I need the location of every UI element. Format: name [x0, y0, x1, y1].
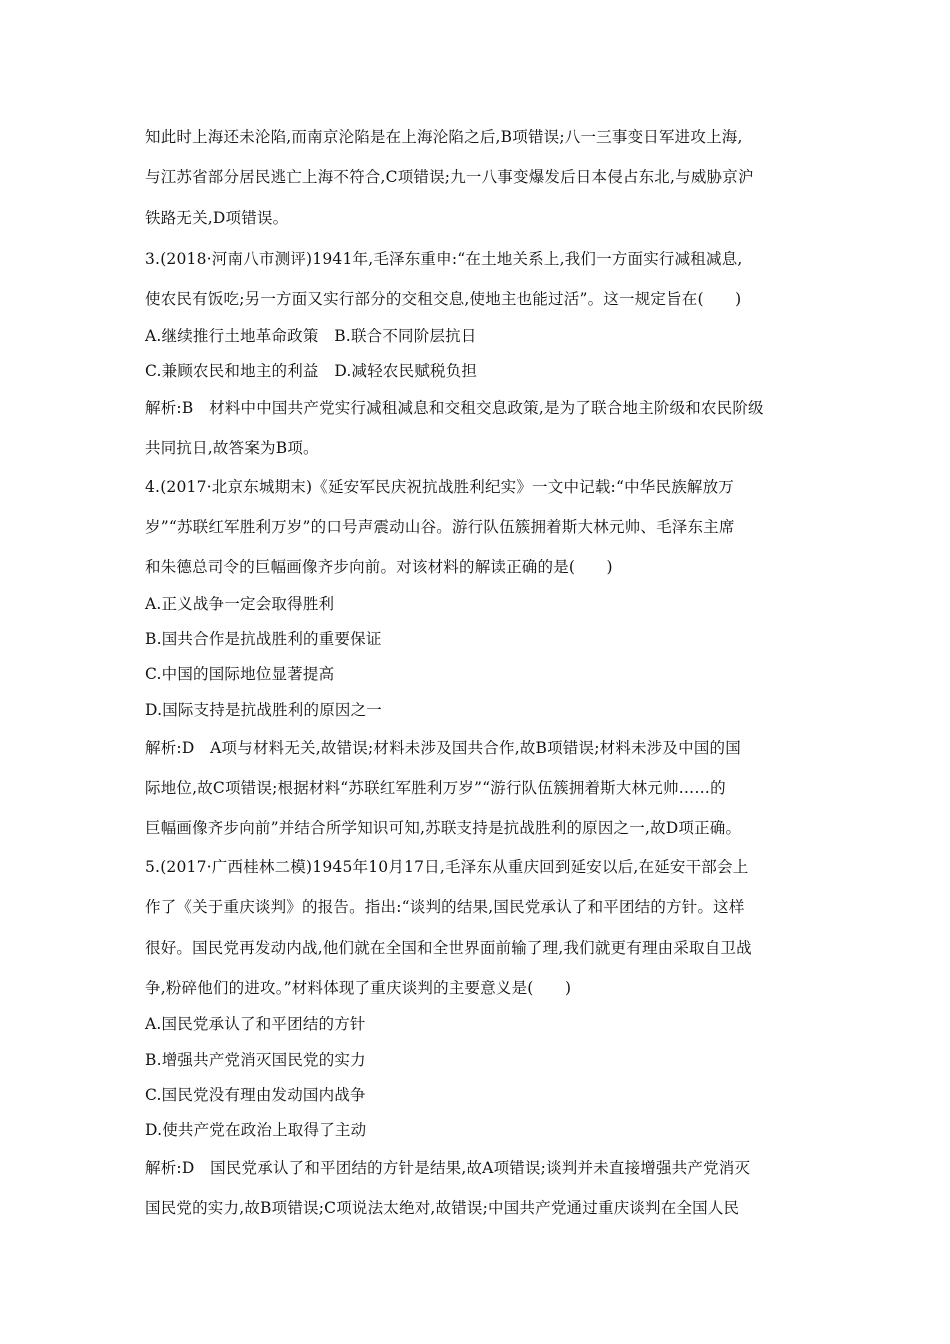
question-3-options: A.继续推行土地革命政策 B.联合不同阶层抗日 [145, 327, 477, 345]
question-5-stem: 争,粉碎他们的进攻。”材料体现了重庆谈判的主要意义是( ) [145, 979, 572, 997]
question-5-stem: 5.(2017·广西桂林二模)1945年10月17日,毛泽东从重庆回到延安以后,在延安干部会上 [145, 858, 749, 876]
text-line: 铁路无关,D项错误。 [145, 209, 289, 227]
question-4-analysis: 巨幅画像齐步向前”并结合所学知识可知,苏联支持是抗战胜利的原因之一,故D项正确。 [145, 819, 742, 837]
question-5-stem: 作了《关于重庆谈判》的报告。指出:“谈判的结果,国民党承认了和平团结的方针。这样 [145, 898, 745, 916]
question-4-stem: 和朱德总司令的巨幅画像齐步向前。对该材料的解读正确的是( ) [145, 558, 613, 576]
question-4-analysis: 际地位,故C项错误;根据材料“苏联红军胜利万岁”“游行队伍簇拥着斯大林元帅……的 [145, 779, 726, 797]
question-4-option-b: B.国共合作是抗战胜利的重要保证 [145, 630, 382, 648]
question-4-option-d: D.国际支持是抗战胜利的原因之一 [145, 701, 383, 719]
question-4-option-c: C.中国的国际地位显著提高 [145, 665, 335, 683]
question-3-options: C.兼顾农民和地主的利益 D.减轻农民赋税负担 [145, 362, 478, 380]
text-line: 知此时上海还未沦陷,而南京沦陷是在上海沦陷之后,B项错误;八一三事变日军进攻上海, [145, 128, 743, 146]
text-line: 与江苏省部分居民逃亡上海不符合,C项错误;九一八事变爆发后日本侵占东北,与威胁京沪 [145, 168, 754, 186]
question-3-stem: 使农民有饭吃;另一方面又实行部分的交租交息,使地主也能过活”。这一规定旨在( ) [145, 290, 742, 308]
question-5-stem: 很好。国民党再发动内战,他们就在全国和全世界面前输了理,我们就更有理由采取自卫战 [145, 939, 752, 957]
question-5-option-b: B.增强共产党消灭国民党的实力 [145, 1051, 366, 1069]
question-5-analysis: 国民党的实力,故B项错误;C项说法太绝对,故错误;中国共产党通过重庆谈判在全国人民 [145, 1199, 740, 1217]
question-4-stem: 4.(2017·北京东城期末)《延安军民庆祝抗战胜利纪实》一文中记载:“中华民族解放万 [145, 478, 735, 496]
question-5-option-c: C.国民党没有理由发动国内战争 [145, 1086, 366, 1104]
question-3-analysis: 解析:B 材料中中国共产党实行减租减息和交租交息政策,是为了联合地主阶级和农民阶级 [145, 399, 764, 417]
question-4-option-a: A.正义战争一定会取得胜利 [145, 595, 335, 613]
question-5-analysis: 解析:D 国民党承认了和平团结的方针是结果,故A项错误;谈判并未直接增强共产党消灭 [145, 1159, 751, 1177]
question-5-option-d: D.使共产党在政治上取得了主动 [145, 1121, 367, 1139]
question-5-option-a: A.国民党承认了和平团结的方针 [145, 1015, 366, 1033]
question-3-analysis: 共同抗日,故答案为B项。 [145, 439, 319, 457]
question-3-stem: 3.(2018·河南八市测评)1941年,毛泽东重申:“在土地关系上,我们一方面实行减租减息, [145, 250, 743, 268]
question-4-analysis: 解析:D A项与材料无关,故错误;材料未涉及国共合作,故B项错误;材料未涉及中国的国 [145, 739, 741, 757]
question-4-stem: 岁”“苏联红军胜利万岁”的口号声震动山谷。游行队伍簇拥着斯大林元帅、毛泽东主席 [145, 518, 735, 536]
